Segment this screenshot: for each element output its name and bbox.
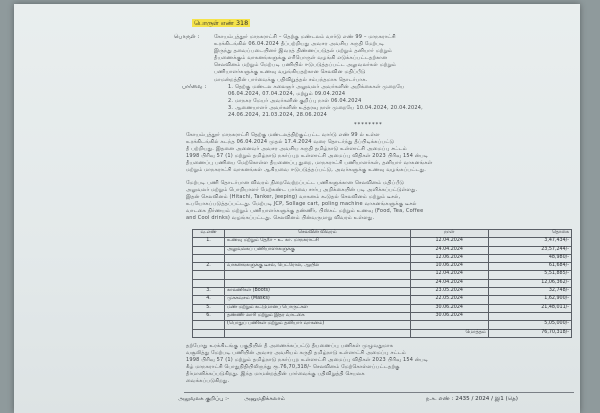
cell-date: 12.04.2024	[410, 271, 488, 279]
cell-amount: 1,62,900/-	[488, 296, 571, 304]
cell-amount	[488, 312, 571, 320]
cell-description: மண் மற்றும் கட்டுமானப் பொருட்கள்	[225, 304, 411, 312]
table-row	[193, 246, 572, 254]
approval-remark: அனுமதிக்கலாம்	[244, 396, 286, 402]
resolution-number-highlight: பொருள் எண் 318	[194, 19, 249, 27]
table-row	[193, 288, 572, 296]
cell-serial: 3.	[193, 288, 225, 296]
cell-amount: 32,748/-	[488, 288, 571, 296]
table-row	[193, 296, 572, 304]
expense-table	[192, 229, 572, 338]
table-row	[193, 271, 572, 279]
paragraph-line: கோயம்புத்தூர் மாநகராட்சி தெற்கு மண்டலத்திற்குட்பட்ட வார்டு எண் 99 ல் உள்ள	[186, 132, 380, 138]
cell-amount: 48,980/-	[488, 254, 571, 262]
reference-item: 06.04.2024, 07.04.2024, மற்றும் 09.04.2024	[228, 91, 346, 97]
council-resolution-page	[14, 4, 580, 413]
cell-serial: 2.	[193, 263, 225, 271]
cell-date: 30.06.2024	[410, 312, 488, 320]
paragraph-line: கீழ் மாநகராட்சி பொதுநிதியிலிருந்து ரூ.76,70,318/- செலவினம் மேற்கொள்ளப்பட்டதற்கு	[186, 364, 400, 371]
references-label: பார்வை :	[182, 84, 207, 90]
paragraph-line: தீ பற்றியது. இதனை அனைவர் அவசர அவசிய கருதி தமிழ்நாடு உள்ளாட்சி அமைப்பு சட்டம்	[186, 146, 407, 153]
subject-line: இருந்து தவைப்படையினர் இவரத் திண்ணப்படுதல் மற்றும் தனியார் மற்றும்	[214, 48, 393, 55]
cell-date: 12.06.2024	[410, 254, 488, 262]
subject-line: தீயணைக்கும் வாகனங்களுக்கு எரிபொருள் வழங்கி எடுக்கப்பட்டதற்கான	[214, 55, 388, 62]
col-header-description: செலவின் விவரம்	[225, 230, 411, 238]
cell-amount: 5,05,000/-	[488, 321, 571, 329]
paragraph-line: வாடகை நிர்ணயம் மற்றும் பணியாளர்களுக்கு தண்ணீர், பிஸ்கட் மற்றும் உணவு (Food, Tea, Coffee	[186, 208, 424, 215]
cell-empty	[193, 329, 225, 337]
resolution-number	[192, 20, 250, 27]
table-row	[193, 312, 572, 320]
subject-text	[214, 34, 569, 84]
paragraph-line: தீயணைப்பு பணியை மேற்கொள்ள தீயணைப்பு துறை, மாநகராட்சி பணியாளர்கள், தனியார் வாகனங்கள்	[186, 160, 433, 167]
cell-amount: 23,57,244/-	[488, 246, 571, 254]
file-number: ந.க. எண் : 2435 / 2024 / இ1 (தெ)	[426, 396, 518, 402]
office-note-label: அலுவலக குறிப்பு :-	[178, 396, 230, 402]
cell-amount: 3,47,434/-	[488, 238, 571, 246]
cell-description: அலுவலகப் பணியாளர்களுக்கு	[225, 246, 411, 254]
body-paragraph-3	[186, 343, 576, 386]
paragraph-line: இதன் செலவினம் (Hitachi, Tanker, Jeeping) வாகனம் கூடுதல் செலவினம் மற்றும் டீசல்,	[186, 194, 401, 201]
cell-empty	[225, 329, 411, 337]
cell-description: வாகனங்களுக்கு டீசல், பெட்ரோல், ஆயில்	[225, 263, 411, 271]
total-amount: 76,70,318/-	[488, 329, 571, 337]
cell-serial	[193, 279, 225, 287]
cell-date: 30.06.2024	[410, 304, 488, 312]
table-total-row	[193, 329, 572, 337]
cell-amount: 61,684/-	[488, 263, 571, 271]
subject-line: கோயம்புத்தூர் மாநகராட்சி – தெற்கு மண்டலம் வார்டு எண் 99 – மாநகராட்சி	[214, 34, 396, 40]
paragraph-line: 1998 பிரிவு 57 (1) மற்றும் தமிழ்நாடு நகர்ப்புற உள்ளாட்சி அமைப்பு விதிகள் 2023 பிரிவு 154 ன்படி	[186, 153, 429, 160]
table-row	[193, 321, 572, 329]
col-header-amount: தொகை	[488, 230, 571, 238]
cell-serial	[193, 271, 225, 279]
subject-line: உரக்கிடங்கில் 06.04.2024 தீப்பற்றியது அவசர அவசிய கருதி மேற்படி	[214, 41, 385, 48]
subject-label: பொருள் :	[174, 34, 200, 40]
cell-description: (பொதுப் பணிகள் மற்றும் தனியார் வாகனம்)	[225, 321, 411, 329]
paragraph-line: and Cool drinks) வழங்கப்பட்டது. செலவினம் பின்வருமாறு விவரம் உள்ளது.	[186, 215, 375, 222]
subject-line: செலவினம் மற்றும் மேற்படி பணியில் ஈடுபடுத்தப்பட்ட அலுவலர்கள் மற்றும்	[214, 62, 397, 69]
table-row	[193, 263, 572, 271]
cell-date: 23.05.2024	[410, 288, 488, 296]
cell-date: 12.04.2024	[410, 238, 488, 246]
cell-serial: 6.	[193, 312, 225, 320]
cell-serial	[193, 246, 225, 254]
cell-serial	[193, 321, 225, 329]
col-header-serial: வ.எண்	[193, 230, 225, 238]
cell-date: 24.04.2024	[410, 246, 488, 254]
cell-serial: 1.	[193, 238, 225, 246]
paragraph-line: அலுவலர் மற்றும் பொறியாளர் மேற்கண்ட பார்வை சார்பு அறிக்கையின் படி அளிக்கப்பட்டுள்ளது.	[186, 187, 418, 194]
paragraph-line: வைக்கப்படுகிறது.	[186, 378, 230, 385]
cell-description	[225, 271, 411, 279]
cell-description	[225, 279, 411, 287]
table-row	[193, 254, 572, 262]
paragraph-line: தற்போது உரக்கிடங்கு பகுதியில் தீ அணைக்கப்பட்டு தீயணைப்பு பணிகள் முழுவதுமாக	[186, 343, 394, 349]
paragraph-line: தீர்மானிக்கப்படுகிறது. இந்த மாமன்றத்தின் பார்வைக்கு பதிவிறுத்தி செயலக	[186, 371, 365, 378]
cell-description: காலணிகள் (Boots)	[225, 288, 411, 296]
cell-date: 24.04.2024	[410, 279, 488, 287]
cell-date	[410, 321, 488, 329]
cell-amount: 21,48,011/-	[488, 304, 571, 312]
subject-line: பணியாளர்களுக்கு உணவு வழங்கியதற்கான செலவின மதிப்பீடு	[214, 69, 366, 76]
table-row	[193, 304, 572, 312]
body-paragraph-2	[186, 180, 576, 223]
cell-serial: 4.	[193, 296, 225, 304]
footer-divider	[184, 392, 574, 393]
table-row	[193, 238, 572, 246]
table-row	[193, 279, 572, 287]
col-header-date: நாள்	[410, 230, 488, 238]
cell-amount: 5,51,885/-	[488, 271, 571, 279]
paragraph-line: வசூலித்து மேற்படி பணியின் அவசர அவசியம் கருதி தமிழ்நாடு உள்ளாட்சி அமைப்பு சட்டம்	[186, 350, 407, 357]
body-paragraph-1	[186, 132, 576, 175]
paragraph-line: மற்றும் மாநகராட்சி வாகனங்கள் ஆகியவை ஈடுபடுத்தப்பட்டு, அவர்களுக்கு உணவு வழங்கப்பட்டது.	[186, 167, 427, 174]
cell-date: 10.06.2024	[410, 263, 488, 271]
reference-item: 24.06.2024, 21.03.2024, 28.06.2024	[228, 112, 328, 118]
reference-item: 2. மாநகர மேயர் அவர்களின் குறிப்பு நாள் 06.04.2024	[228, 98, 362, 104]
paragraph-line: உரக்கிடங்கில் கடந்த 06.04.2024 முதல் 17.4.2024 வரை தொடர்ந்து தீப்பிடிக்கப்பட்டு	[186, 139, 395, 146]
reference-item: 1. தெற்கு மண்டல கலைஞர் அலுவலர் அவர்களின் அறிக்கைகள் முறையே	[228, 84, 405, 90]
subject-line: மாமன்றத்தின் பார்வைக்கு பதிவிறுத்தல் சம்பந்தமாக தொடர்பாக.	[214, 76, 368, 83]
table-header-row	[193, 230, 572, 238]
total-label: மொத்தம்	[410, 329, 488, 337]
cell-description: முககவசம் (Masks)	[225, 296, 411, 304]
cell-serial: 5.	[193, 304, 225, 312]
cell-description	[225, 254, 411, 262]
paragraph-line: உபயோகப்படுத்தப்பட்டது. மேற்படி JCP, Sollage cart, poling machine வாகனங்களுக்கு டீசல்	[186, 201, 417, 208]
cell-description: தண்ணீர் லாரி மற்றும் இதர வாடகை	[225, 312, 411, 320]
cell-amount: 12,06,362/-	[488, 279, 571, 287]
paragraph-line: 1998 பிரிவு 57 (1) மற்றும் தமிழ்நாடு நகர்ப்புற உள்ளாட்சி அமைப்பு விதிகள் 2023 பிரிவு 154 ன்படி	[186, 357, 429, 364]
reference-item: 3. ஆணையாளர் அவர்களின் உத்தரவு நாள் முறையே 10.04.2024, 20.04.2024,	[228, 105, 423, 111]
cell-date: 22.05.2024	[410, 296, 488, 304]
section-divider: ********	[354, 122, 383, 128]
cell-serial	[193, 254, 225, 262]
cell-description: உணவு மற்றும் தேநீர் – உ. கா. மாநகராட்சி	[225, 238, 411, 246]
references-list	[228, 84, 568, 119]
paragraph-line: மேற்படி பணி தொடர்பான விவரம் நிறைவேற்றப்பட்ட பணிகளுக்கான செலவினம் மதிப்பீடு	[186, 180, 405, 186]
